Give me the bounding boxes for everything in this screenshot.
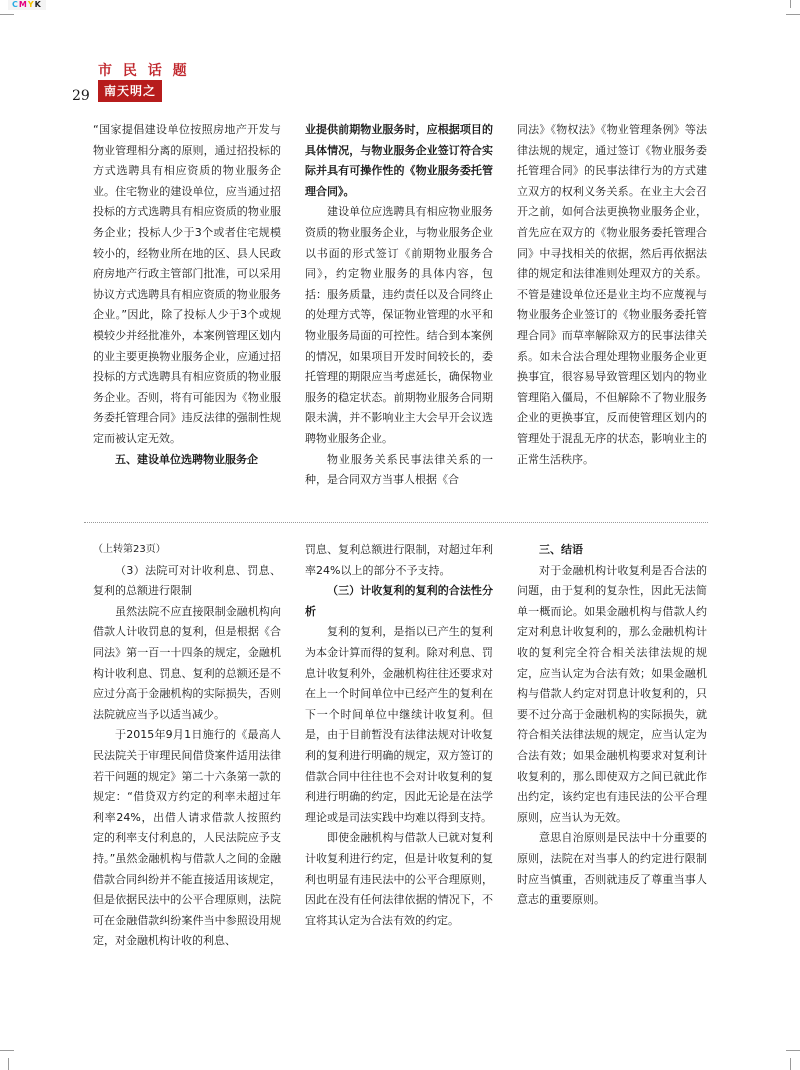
bottom-column-2: [305, 540, 493, 931]
crop-mark: [0, 14, 14, 15]
continuation-note: （上转第23页）: [93, 544, 166, 555]
paragraph: 建设单位应选聘具有相应物业服务资质的物业服务企业，与物业服务企业以书面的形式签订《前期物业服务合同》，约定物业服务的具体内容，包括：服务质量，违约责任以及合同终止的处理方式等，保证物业管理的水平和物业服务局面的可控性。结合到本案例的情况，如果项目开发时间较长的，委托管理的期限应当考虑延长，确保物业服务的稳定状态。前期物业服务合同期限未满，并不影响业主大会早开会议选聘物业服务企业。: [305, 205, 493, 445]
section-heading: 五、建设单位选聘物业服务企: [115, 452, 258, 466]
paragraph: 虽然法院不应直接限制金融机构向借款人计收罚息的复利，但是根据《合同法》第一百一十四条的规定，金融机构计收利息、罚息、复利的总额还是不应过分高于金融机构的实际损失，否则法院就应当予以适当减少。: [93, 604, 281, 721]
paragraph: 物业服务关系民事法律关系的一种，是合同双方当事人根据《合: [305, 452, 493, 487]
paragraph: 对于金融机构计收复利是否合法的问题，由于复利的复杂性，因此无法简单一概而论。如果金融机构与借款人约定对利息计收复利的，那么金融机构计收的复利完全符合相关法律法规的规定，应当认定为合法有效；如果金融机构与借款人约定对罚息计收复利的，只要不过分高于金融机构的实际损失，就符合相关法律法规的规定，应当认定为合法有效；如果金融机构要求对复利计收复利的，那么即使双方之间已就此作出约定，该约定也有违民法的公平合理原则，应当认为无效。: [517, 563, 707, 824]
crop-mark: [786, 14, 800, 15]
top-column-2: [305, 120, 493, 491]
cmyk-k: K: [34, 0, 42, 9]
subheading: （三）计收复利的复利的合法性分析: [305, 584, 493, 618]
paragraph: 即使金融机构与借款人已就对复利计收复利进行约定，但是计收复利的复利也明显有违民法中的公平合理原则，因此在没有任何法律依据的情况下，不宜将其认定为合法有效的约定。: [305, 831, 493, 927]
crop-mark: [0, 1050, 14, 1051]
top-column-1: [93, 120, 281, 470]
cmyk-color-bar: [8, 0, 46, 10]
cmyk-m: M: [18, 0, 28, 9]
paragraph: “国家提倡建设单位按照房地产开发与物业管理相分离的原则，通过招投标的方式选聘具有相应资质的物业服务企业。住宅物业的建设单位，应当通过招投标的方式选聘具有相应资质的物业服务企业；投标人少于3个或者住宅规模较小的，经物业所在地的区、县人民政府房地产行政主管部门批准，可以采用协议方式选聘具有相应资质的物业服务企业。”因此，除了投标人少于3个或规模较少并经批准外，本案例管理区划内的业主要更换物业服务企业，应通过招投标的方式选聘具有相应资质的物业服务企业。否则，将有可能因为《物业服务委托管理合同》违反法律的强制性规定而被认定无效。: [93, 123, 281, 445]
cmyk-y: Y: [27, 0, 35, 9]
paragraph: 复利的复利，是指以已产生的复利为本金计算而得的复利。除对利息、罚息计收复利外，金融机构往往还要求对在上一个时间单位中已经产生的复利在下一个时间单位中继续计收复利。但是，由于目前暂没有法律法规对计收复利的复利进行明确的规定，双方签订的借款合同中往往也不会对计收复利的复利进行明确的约定，因此无论是在法学理论或是司法实践中均难以得到支持。: [305, 625, 493, 824]
bottom-column-1: [93, 540, 281, 952]
section-heading: 三、结语: [539, 543, 583, 556]
paragraph: 意思自治原则是民法中十分重要的原则，法院在对当事人的约定进行限制时应当慎重，否则就违反了尊重当事人意志的重要原则。: [517, 831, 707, 907]
page-number: 29: [72, 88, 90, 104]
section-divider: [84, 522, 708, 523]
crop-mark: [790, 1058, 791, 1070]
subheading: （3）法院可对计收利息、罚息、复利的总额进行限制: [93, 563, 281, 598]
top-column-3: [517, 120, 707, 470]
paragraph: 业提供前期物业服务时，应根据项目的具体情况，与物业服务企业签订符合实际并具有可操作性的《物业服务委托管理合同》。: [305, 123, 493, 198]
paragraph: 于2015年9月1日施行的《最高人民法院关于审理民间借贷案件适用法律若干问题的规定》第二十六条第一款的规定：“借贷双方约定的利率未超过年利率24%，出借人请求借款人按照约定的利率支付利息的，人民法院应予支持。”虽然金融机构与借款人之间的金融借款合同纠纷并不能直接适用该规定，但是依据民法中的公平合理原则，法院可在金融借款纠纷案件当中参照设用规定，对金融机构计收的利息、: [93, 728, 281, 948]
bottom-column-3: [517, 540, 707, 911]
crop-mark: [786, 1050, 800, 1051]
crop-mark: [8, 1058, 9, 1070]
section-tag: 南天明之窗: [98, 80, 162, 102]
paragraph: 同法》《物权法》《物业管理条例》等法律法规的规定，通过签订《物业服务委托管理合同》的民事法律行为的方式建立双方的权利义务关系。在业主大会召开之前，如何合法更换物业服务企业，首先应在双方的《物业服务委托管理合同》中寻找相关的依据，然后再依据法律的规定和法律准则处理双方的关系。不管是建设单位还是业主均不应蔑视与物业服务企业签订的《物业服务委托管理合同》而草率解除双方的民事法律关系。如未合法合理处理物业服务企业更换事宜，很容易导致管理区划内的物业管理陷入僵局，不但解除不了物业服务企业的更换事宜，反而使管理区划内的管理处于混乱无序的状态，影响业主的正常生活秩序。: [517, 123, 707, 466]
cmyk-c: C: [12, 0, 19, 9]
column-title: 市 民 话 题: [98, 63, 190, 79]
crop-mark: [790, 0, 791, 8]
paragraph: 罚息、复利总额进行限制，对超过年利率24%以上的部分不予支持。: [305, 543, 493, 577]
